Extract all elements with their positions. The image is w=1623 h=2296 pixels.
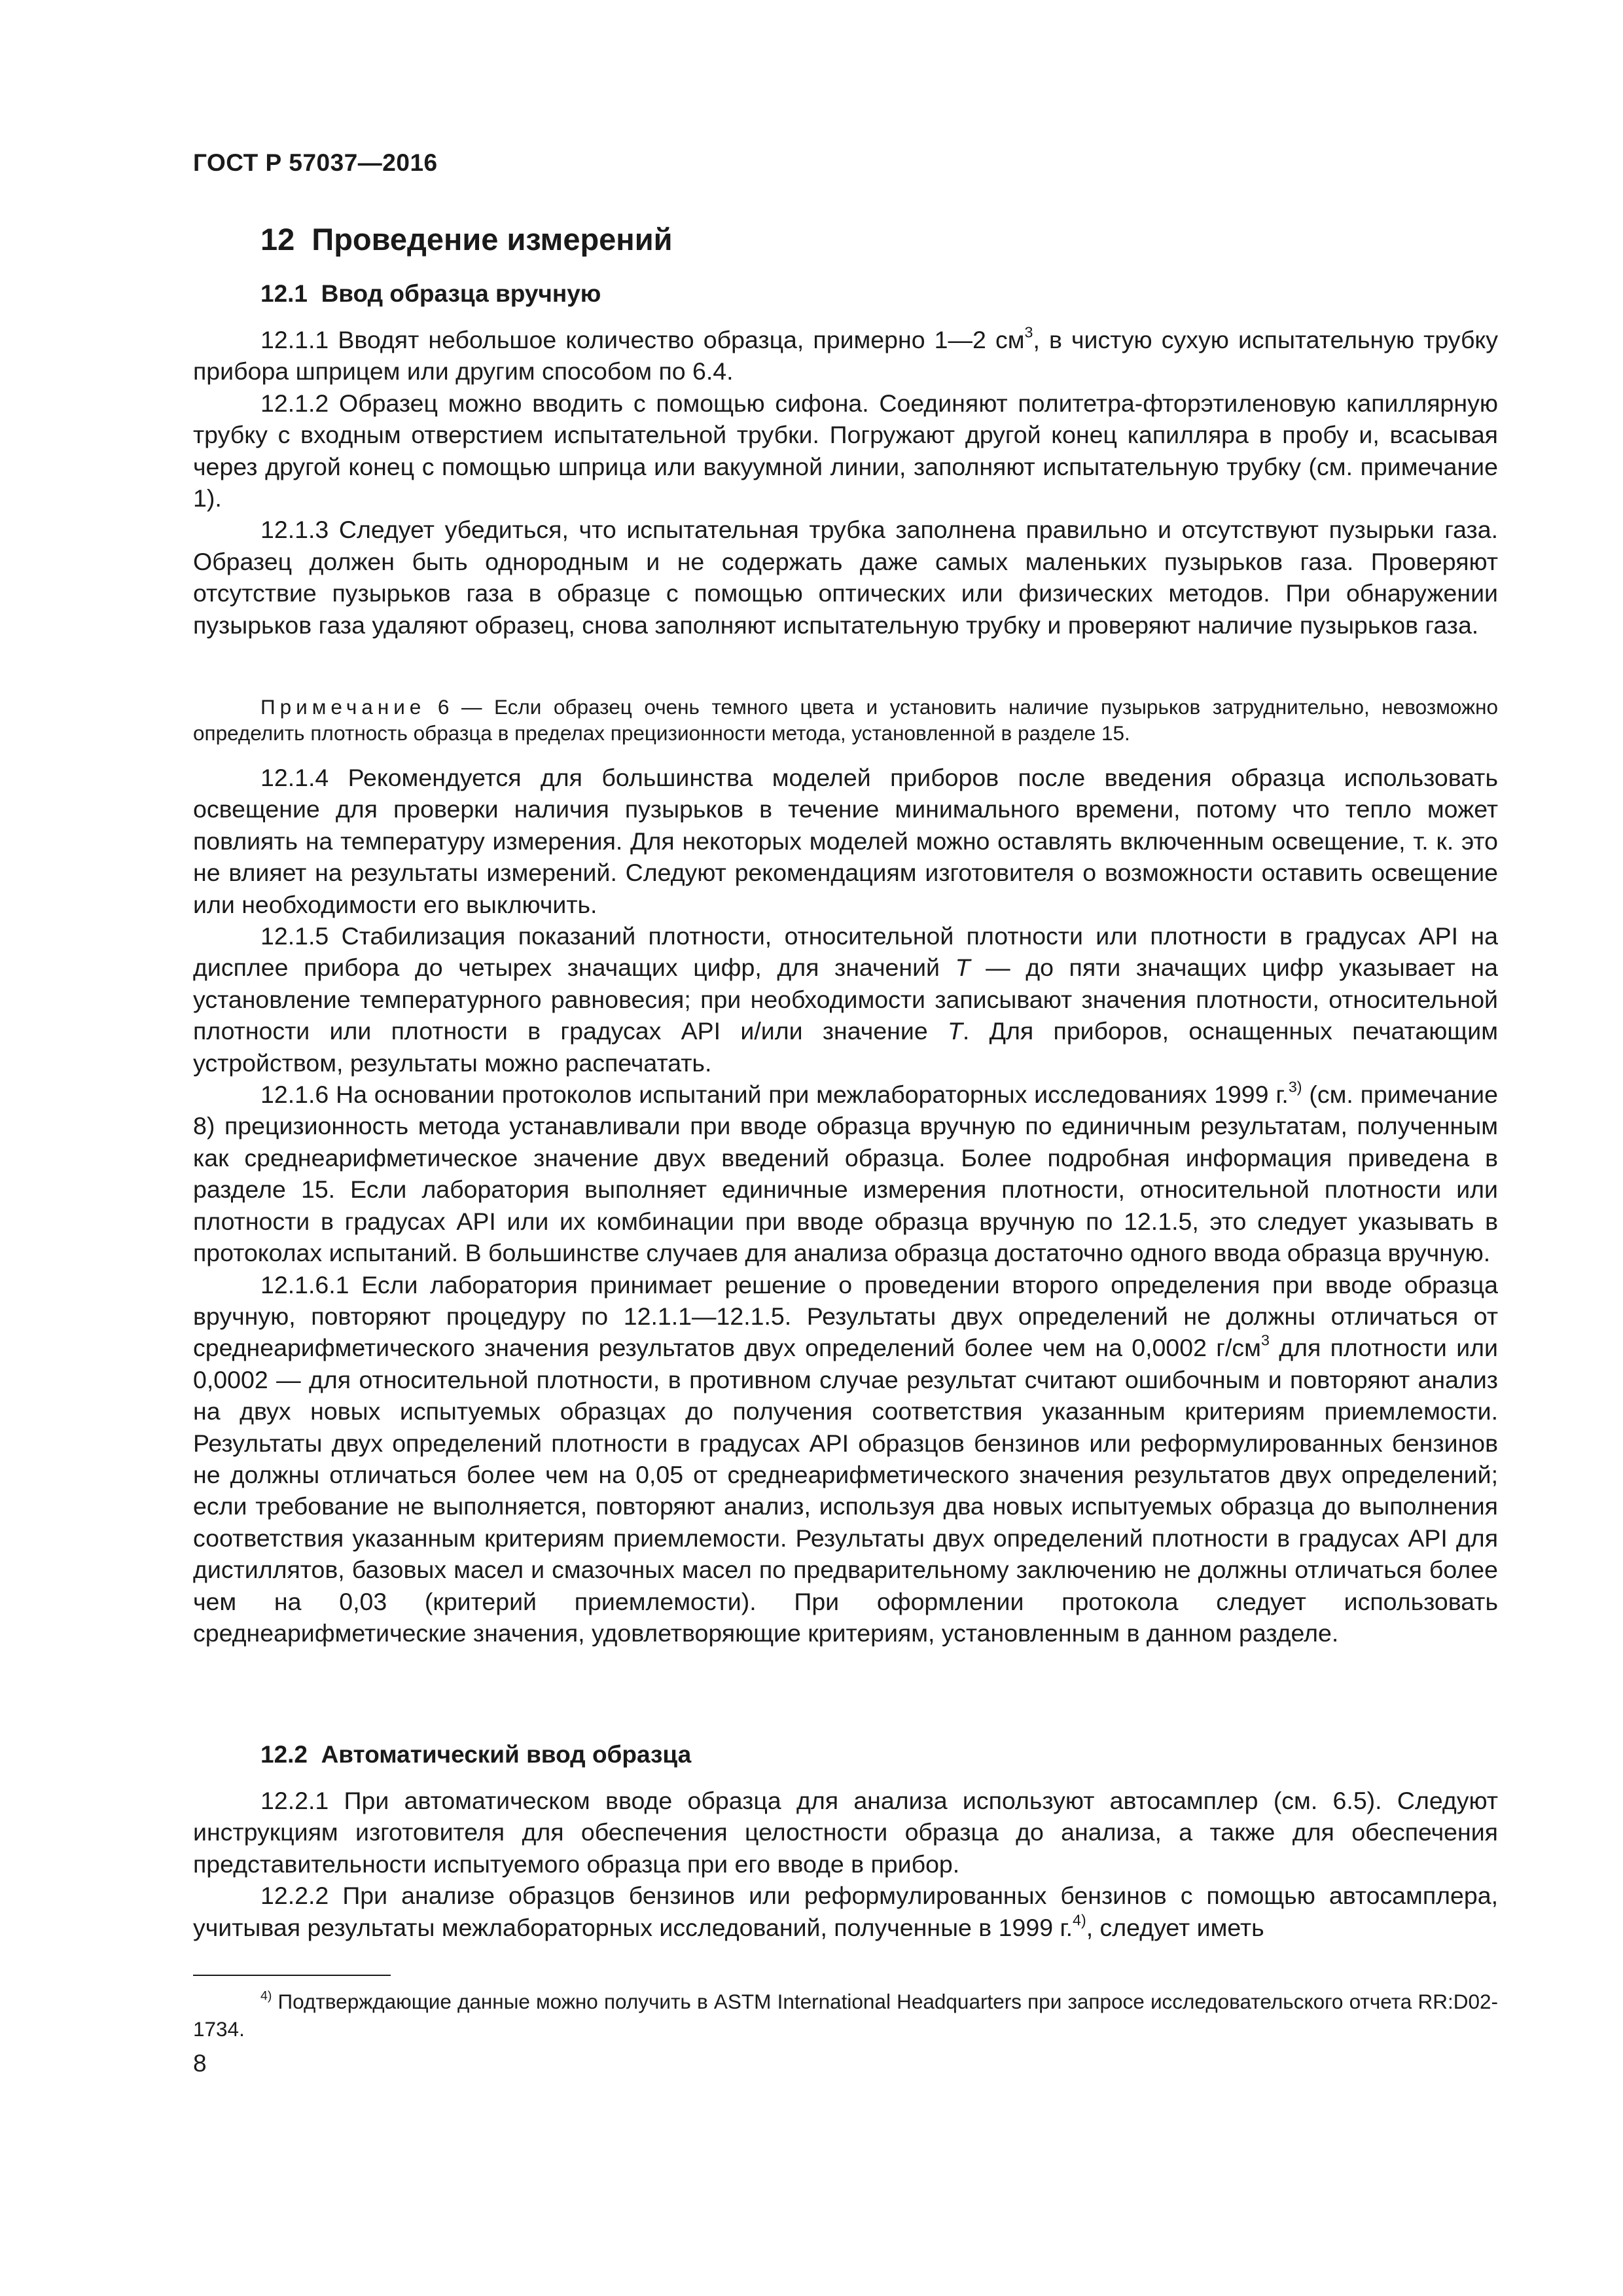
paragraph-12-1-5	[193, 920, 1498, 1079]
standard-id: ГОСТ Р 57037—2016	[193, 149, 438, 176]
paragraph-text: . Для приборов, оснащенных печатающим устройством, результаты можно распечатать.	[193, 1017, 1499, 1077]
subsection-number: 12.2	[260, 1741, 308, 1768]
superscript: 3	[1024, 323, 1033, 341]
paragraph-12-2-2	[193, 1880, 1498, 1943]
paragraph-12-1-2: 12.1.2 Образец можно вводить с помощью сифона. Соединяют политетра-фторэтиленовую капиллярную трубку с входным отверстием испытательной трубки. Погружают другой конец капилляра в пробу и, всасывая через другой конец с помощью шприца или вакуумной линии, заполняют испытательную трубку (см. примечание 1).	[193, 389, 1498, 512]
paragraph-12-1-3: 12.1.3 Следует убедиться, что испытательная трубка заполнена правильно и отсутствуют пузырьки газа. Образец должен быть однородным и не содержать даже самых маленьких пузырьков газа. Проверяют отсутствие пузырьков газа в образце с помощью оптических или физических методов. При обнаружении пузырьков газа удаляют образец, снова заполняют испытательную трубку и проверяют наличие пузырьков газа.	[193, 516, 1498, 639]
footnote-ref: 3)	[1288, 1078, 1302, 1096]
paragraph-text: 12.2.2 При анализе образцов бензинов или реформулированных бензинов с помощью автосамплера, учитывая результаты межлабораторных исследований, полученные в 1999 г.	[193, 1882, 1498, 1941]
paragraph-text: , следует иметь	[1086, 1913, 1264, 1941]
paragraph-text: 12.1.5 Стабилизация показаний плотности, относительной плотности или плотности в градусах API на дисплее прибора до четырех значащих цифр, для значений	[193, 922, 1498, 982]
variable-t: T	[948, 1017, 963, 1045]
paragraph-12-1-1	[193, 324, 1498, 387]
note-label: Примечание	[260, 695, 426, 719]
footnote-paragraph	[193, 1988, 1498, 2043]
superscript: 3	[1260, 1332, 1270, 1350]
subsection-heading-12-1	[260, 280, 601, 308]
paragraph-text: , в чистую сухую испытательную трубку прибора шприцем или другим способом по 6.4.	[193, 326, 1498, 386]
subsection-title: Автоматический ввод образца	[321, 1741, 692, 1768]
footnote-text: Подтверждающие данные можно получить в ASTM International Headquarters при запросе исследовательского отчета RR:D02-1734.	[193, 1990, 1498, 2041]
subsection-number: 12.1	[260, 280, 308, 307]
paragraph-12-1-4: 12.1.4 Рекомендуется для большинства моделей приборов после введения образца использовать освещение для проверки наличия пузырьков в течение минимального времени, потому что тепло может повлиять на температуру измерения. Для некоторых моделей можно оставлять включенным освещение, т. к. это не влияет на результаты измерений. Следуют рекомендациям изготовителя о возможности оставить освещение или необходимости его выключить.	[193, 764, 1498, 918]
note-paragraph	[193, 694, 1498, 746]
paragraph-text: для плотности или 0,0002 — для относительной плотности, в противном случае результат считают ошибочным и повторяют анализ на двух новых испытуемых образцах до получения соответствия указанным критериям приемлемости. Результаты двух определений плотности в градусах API образцов бензинов или реформулированных бензинов не должны отличаться более чем на 0,05 от среднеарифметического значения результатов двух определений; если требование не выполняется, повторяют анализ, используя два новых испытуемых образца до выполнения соответствия указанным критериям приемлемости. Результаты двух определений плотности в градусах API для дистиллятов, базовых масел и смазочных масел по предварительному заключению не должны отличаться более чем на 0,03 (критерий приемлемости). При оформлении протокола следует использовать среднеарифметические значения, удовлетворяющие критериям, установленным в данном разделе.	[193, 1334, 1498, 1647]
paragraph-text: 12.1.6.1 Если лаборатория принимает решение о проведении второго определения при вводе образца вручную, повторяют процедуру по 12.1.1—12.1.5. Результаты двух определений не должны отличаться от среднеарифметического значения результатов двух определений более чем на 0,0002 г/см	[193, 1270, 1498, 1362]
paragraph-12-1-6	[193, 1079, 1498, 1268]
paragraph-text: — до пяти значащих цифр указывает на установление температурного равновесия; при необходимости записывают значения плотности, относительной плотности или плотности в градусах API и/или значение	[193, 954, 1498, 1045]
variable-t: T	[955, 954, 971, 982]
note-text: 6 — Если образец очень темного цвета и установить наличие пузырьков затруднительно, невозможно определить плотность образца в пределах прецизионности метода, установленной в разделе 15.	[193, 695, 1498, 745]
paragraph-text: 12.1.6 На основании протоколов испытаний при межлабораторных исследованиях 1999 г.	[260, 1081, 1289, 1109]
subsection-heading-12-2	[260, 1741, 691, 1768]
text-block-12-1-4-to-12-1-6-1	[193, 762, 1498, 1649]
section-title: Проведение измерений	[312, 222, 673, 257]
subsection-title: Ввод образца вручную	[321, 280, 601, 307]
paragraph-text: (см. примечание 8) прецизионность метода устанавливали при вводе образца вручную по единичным результатам, полученным как среднеарифметическое значение двух введений образца. Более подробная информация приведена в разделе 15. Если лаборатория выполняет единичные измерения плотности, относительной плотности или плотности в градусах API или их комбинации при вводе образца вручную по 12.1.5, это следует указывать в протоколах испытаний. В большинстве случаев для анализа образца достаточно одного ввода образца вручную.	[193, 1081, 1498, 1267]
page-number: 8	[193, 2050, 207, 2077]
paragraph-12-2-1: 12.2.1 При автоматическом вводе образца для анализа используют автосамплер (см. 6.5). Следуют инструкциям изготовителя для обеспечения целостности образца до анализа, а также для обеспечения представительности испытуемого образца при его вводе в прибор.	[193, 1787, 1498, 1878]
note-6	[193, 694, 1498, 746]
footnote-4	[193, 1988, 1498, 2043]
footnote-ref: 4)	[1073, 1911, 1086, 1929]
footnote-marker: 4)	[260, 1988, 272, 2003]
section-heading	[260, 221, 673, 257]
paragraph-text: 12.1.1 Вводят небольшое количество образца, примерно 1—2 см	[260, 326, 1025, 353]
text-block-12-1-1-to-12-1-3	[193, 324, 1498, 641]
section-number: 12	[260, 222, 295, 257]
text-block-12-2	[193, 1785, 1498, 1943]
footnote-divider	[193, 1975, 391, 1976]
paragraph-12-1-6-1	[193, 1269, 1498, 1649]
